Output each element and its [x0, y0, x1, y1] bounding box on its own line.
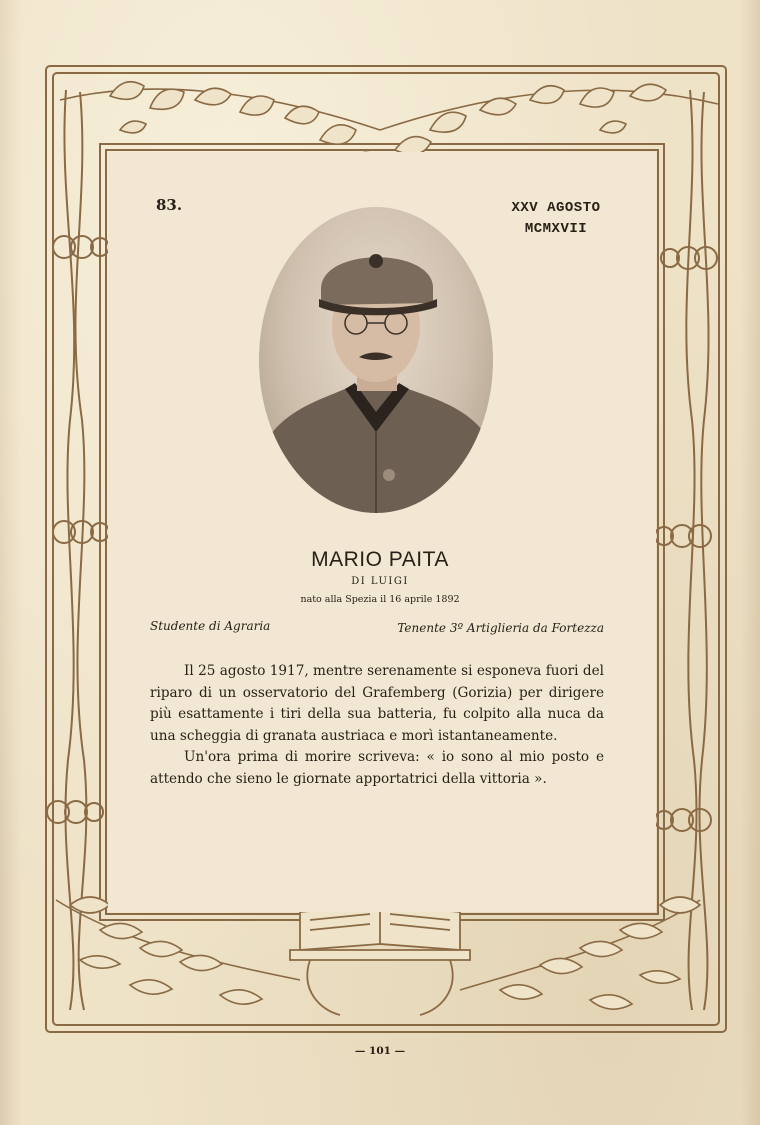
portrait-photo [259, 207, 493, 513]
page-number: — 101 — [354, 1045, 406, 1057]
occupation: Studente di Agraria [150, 619, 271, 633]
portrait-figure [259, 207, 493, 513]
open-book-icon [290, 904, 470, 1015]
narrative-paragraph: Un'ora prima di morire scriveva: « io sono al mio posto e attendo che sieno le giornate apportatrici della vittoria ». [150, 749, 604, 787]
narrative-paragraph: Il 25 agosto 1917, mentre serenamente si esponeva fuori del riparo di un osservatorio del Grafemberg (Gorizia) per dirigere più esattamente i tiri della sua batteria, fu colpito alla nuca da una scheggia di granata austriaca e morì istantaneamente. [150, 663, 604, 744]
date-day-month: XXV AGOSTO [511, 200, 601, 216]
date-year: MCMXVII [524, 221, 588, 237]
father-name: DI LUIGI [351, 576, 409, 587]
date-heading [486, 198, 626, 240]
narrative-text [150, 661, 604, 790]
person-name: MARIO PAITA [311, 548, 449, 571]
entry-number: 83. [156, 196, 183, 214]
birth-details: nato alla Spezia il 16 aprile 1892 [300, 594, 460, 605]
military-rank: Tenente 3º Artiglieria da Fortezza [397, 621, 604, 635]
